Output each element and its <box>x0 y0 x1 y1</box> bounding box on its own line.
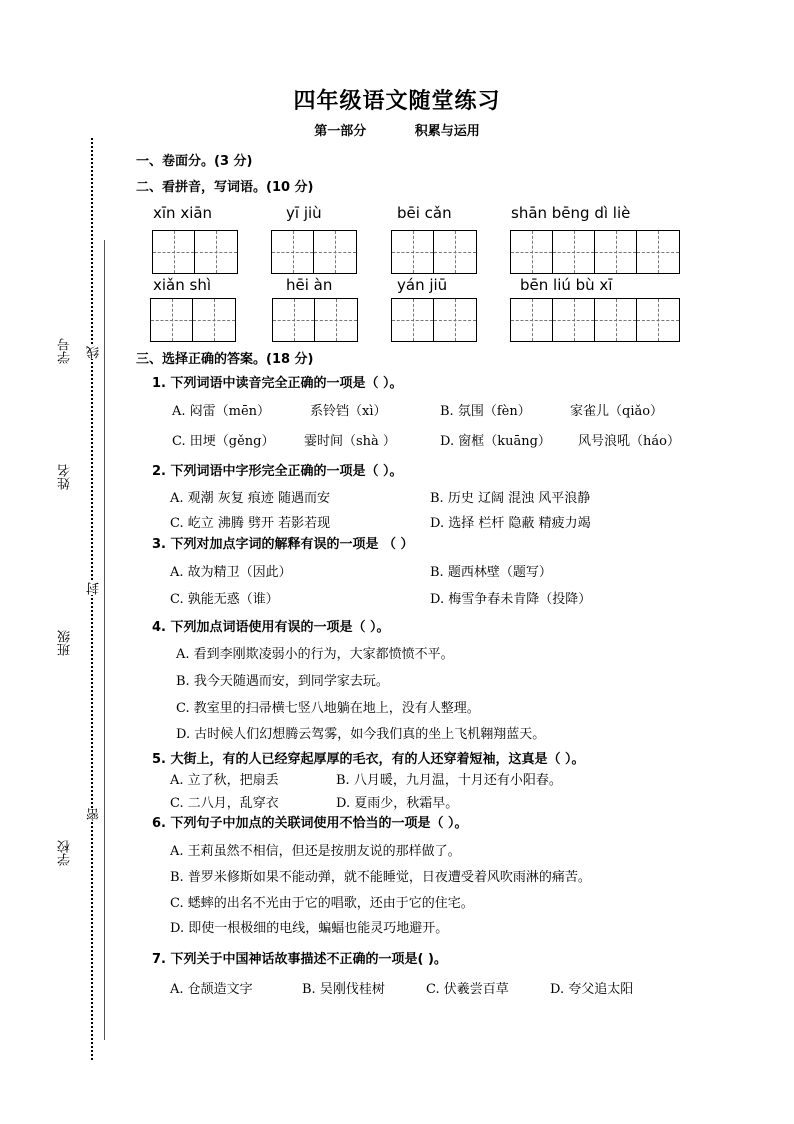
q5-option-a[interactable]: A. 立了秋，把扇丢 <box>170 773 279 788</box>
cut-mark-line: 线 <box>87 346 102 359</box>
writing-grid[interactable] <box>391 298 477 342</box>
label-school: 学校 <box>58 840 73 866</box>
pinyin-2: yī jiù <box>286 204 322 222</box>
cut-mark-seal: 封 <box>87 582 102 595</box>
section-3-heading: 三、选择正确的答案。(18 分) <box>136 352 314 367</box>
q1-option-c[interactable]: C. 田埂（gěng） <box>172 434 275 449</box>
q4-option-d[interactable]: D. 古时候人们幻想腾云驾雾，如今我们真的坐上飞机翱翔蓝天。 <box>176 727 546 742</box>
q1-option-a[interactable]: A. 闷雷（mēn） <box>172 404 271 419</box>
q1-option-b[interactable]: B. 氛围（fèn） <box>440 404 531 419</box>
writing-grid[interactable] <box>271 230 357 274</box>
pinyin-3: bēi cǎn <box>397 204 452 222</box>
q1-option-c2: 霎时间（shà ） <box>304 434 396 449</box>
q6-option-d[interactable]: D. 即使一根极细的电线，蝙蝠也能灵巧地避开。 <box>170 921 449 936</box>
q3-option-c[interactable]: C. 孰能无惑（谁） <box>170 592 279 607</box>
writing-grid[interactable] <box>510 298 680 342</box>
q5-option-d[interactable]: D. 夏雨少，秋霜早。 <box>336 796 459 811</box>
section-2-heading: 二、看拼音，写词语。(10 分) <box>136 180 314 195</box>
q3-option-d[interactable]: D. 梅雪争春未肯降（投降） <box>430 592 592 607</box>
q3-option-a[interactable]: A. 故为精卫（因此） <box>170 565 292 580</box>
question-1-stem: 1. 下列词语中读音完全正确的一项是（ ）。 <box>152 376 403 391</box>
writing-grid[interactable] <box>152 230 238 274</box>
question-6-stem: 6. 下列句子中加点的关联词使用不恰当的一项是（ ）。 <box>152 816 468 831</box>
q6-option-c[interactable]: C. 蟋蟀的出名不光由于它的唱歌，还由于它的住宅。 <box>170 896 474 911</box>
q1-option-d[interactable]: D. 窗框（kuāng） <box>440 434 551 449</box>
q7-option-a[interactable]: A. 仓颉造文字 <box>170 982 253 997</box>
question-3-stem: 3. 下列对加点字词的解释有误的一项是 （ ） <box>152 537 414 552</box>
pinyin-4: shān bēng dì liè <box>511 204 631 222</box>
q2-option-b[interactable]: B. 历史 辽阔 混浊 风平浪静 <box>430 491 591 506</box>
q2-option-d[interactable]: D. 选择 栏杆 隐蔽 精疲力竭 <box>430 516 591 531</box>
cut-mark-secret: 密 <box>87 808 102 821</box>
q1-option-b2: 家雀儿（qiǎo） <box>570 404 664 419</box>
q5-option-b[interactable]: B. 八月暖，九月温，十月还有小阳春。 <box>336 773 562 788</box>
question-2-stem: 2. 下列词语中字形完全正确的一项是（ ）。 <box>152 464 403 479</box>
q4-option-b[interactable]: B. 我今天随遇而安，到同学家去玩。 <box>176 674 389 689</box>
q7-option-c[interactable]: C. 伏羲尝百草 <box>426 982 509 997</box>
writing-grid[interactable] <box>391 230 477 274</box>
question-4-stem: 4. 下列加点词语使用有误的一项是（ ）。 <box>152 620 390 635</box>
label-name: 姓名 <box>58 464 73 490</box>
q7-option-b[interactable]: B. 吴刚伐桂树 <box>302 982 385 997</box>
q1-option-d2: 风号浪吼（háo） <box>578 434 680 449</box>
label-class: 班级 <box>58 630 73 656</box>
pinyin-1: xīn xiān <box>153 204 213 222</box>
section-1-heading: 一、卷面分。(3 分) <box>136 154 253 169</box>
q2-option-a[interactable]: A. 观潮 灰复 痕迹 随遇而安 <box>170 491 331 506</box>
pinyin-8: bēn liú bù xī <box>520 276 613 294</box>
pinyin-6: hēi àn <box>286 276 333 294</box>
q6-option-a[interactable]: A. 王莉虽然不相信，但还是按朋友说的那样做了。 <box>170 844 461 859</box>
writing-grid[interactable] <box>510 230 680 274</box>
q7-option-d[interactable]: D. 夸父追太阳 <box>550 982 634 997</box>
pinyin-7: yán jiū <box>397 276 448 294</box>
binding-fill-line <box>104 240 105 1040</box>
subtitle-part: 第一部分 <box>314 124 367 139</box>
question-5-stem: 5. 大街上，有的人已经穿起厚厚的毛衣，有的人还穿着短袖，这真是（ ）。 <box>152 752 585 767</box>
label-student-no: 学号 <box>58 338 73 364</box>
q6-option-b[interactable]: B. 普罗米修斯如果不能动弹，就不能睡觉，日夜遭受着风吹雨淋的痛苦。 <box>170 870 591 885</box>
q4-option-c[interactable]: C. 教室里的扫帚横七竖八地躺在地上，没有人整理。 <box>176 701 480 716</box>
question-7-stem: 7. 下列关于中国神话故事描述不正确的一项是( )。 <box>152 952 447 967</box>
q1-option-a2: 系铃铛（xì） <box>310 404 387 419</box>
page-title: 四年级语文随堂练习 <box>293 89 501 114</box>
writing-grid[interactable] <box>150 298 236 342</box>
page-subtitle <box>0 120 794 139</box>
q3-option-b[interactable]: B. 题西林壁（题写） <box>430 565 552 580</box>
pinyin-5: xiǎn shì <box>153 276 212 294</box>
q4-option-a[interactable]: A. 看到李刚欺凌弱小的行为，大家都愤愤不平。 <box>176 647 454 662</box>
q5-option-c[interactable]: C. 二八月，乱穿衣 <box>170 796 279 811</box>
subtitle-name: 积累与运用 <box>414 124 480 139</box>
binding-dotted-line <box>91 138 93 1060</box>
writing-grid[interactable] <box>272 298 358 342</box>
q2-option-c[interactable]: C. 屹立 沸腾 劈开 若影若现 <box>170 516 331 531</box>
